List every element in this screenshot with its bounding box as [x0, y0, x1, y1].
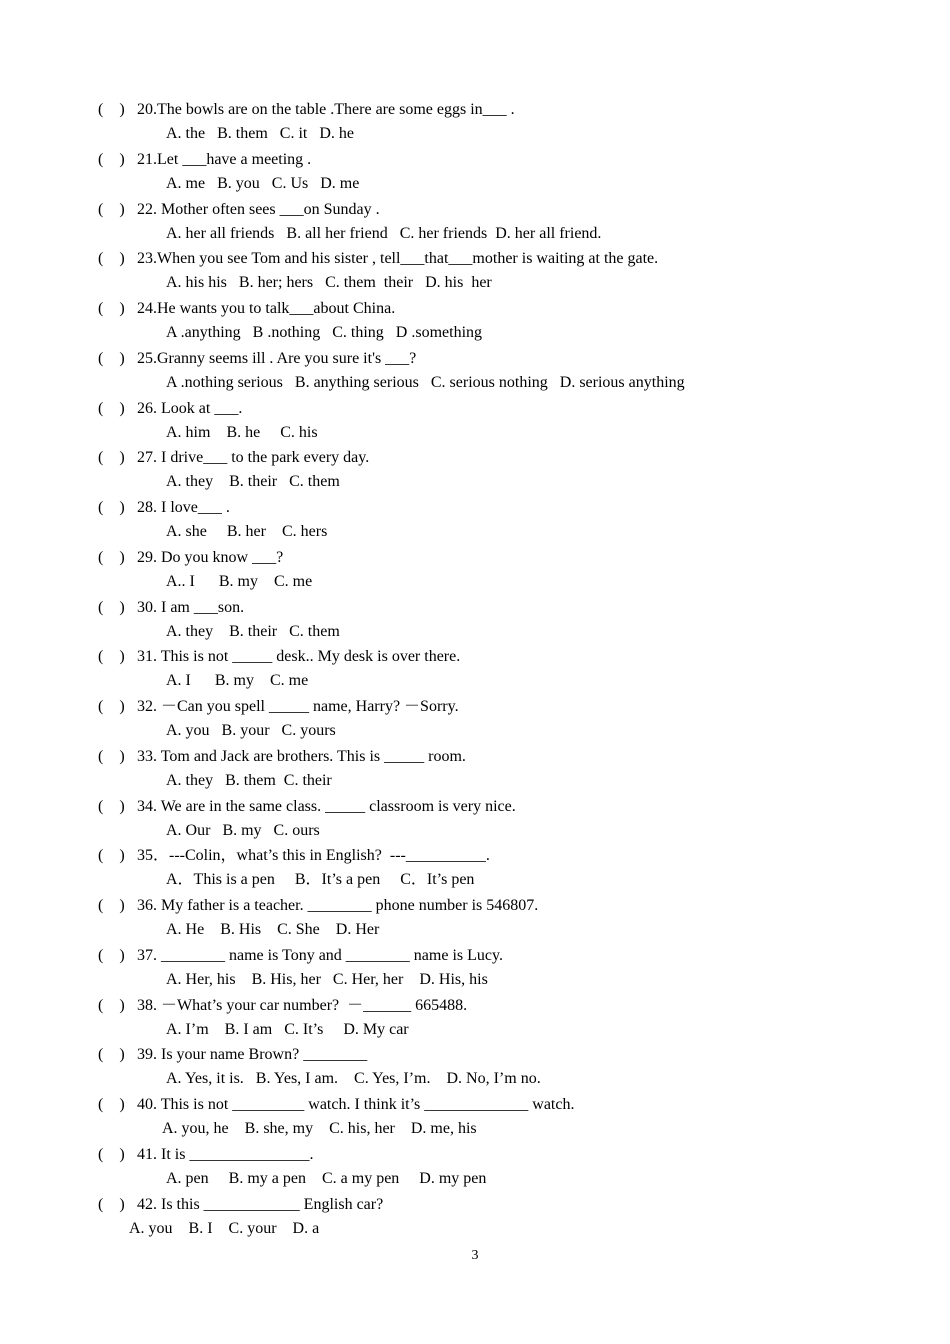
question-options: A. they B. their C. them	[166, 622, 340, 640]
question-options: A. you, he B. she, my C. his, her D. me, his	[162, 1120, 477, 1137]
question-stem: 28. I love___ .	[137, 499, 230, 516]
question-stem: 23.When you see Tom and his sister , tell___that___mother is waiting at the gate.	[137, 250, 659, 268]
question-39	[98, 1042, 858, 1092]
question-38	[98, 993, 858, 1043]
question-stem: 33. Tom and Jack are brothers. This is _____ room.	[137, 747, 466, 765]
question-stem: 42. Is this ____________ English car?	[137, 1195, 384, 1213]
question-options: A. you B. your C. yours	[166, 722, 336, 739]
answer-blank: ( )	[98, 250, 125, 268]
question-20	[98, 97, 858, 147]
question-options: A. she B. her C. hers	[166, 523, 328, 540]
question-36	[98, 893, 858, 943]
question-options: A. Yes, it is. B. Yes, I am. C. Yes, I’m. D. No, I’m no.	[166, 1070, 541, 1088]
answer-blank: ( )	[98, 101, 125, 118]
question-stem: 21.Let ___have a meeting .	[137, 150, 312, 168]
answer-blank: ( )	[98, 797, 125, 815]
question-options: A. Our B. my C. ours	[166, 821, 320, 839]
answer-blank: ( )	[98, 648, 125, 666]
answer-blank: ( )	[98, 1096, 125, 1113]
answer-blank: ( )	[98, 996, 125, 1014]
question-options: A. him B. he C. his	[166, 423, 318, 441]
question-stem: 31. This is not _____ desk.. My desk is over there.	[137, 648, 461, 666]
question-stem: 29. Do you know ___?	[137, 548, 284, 566]
question-30	[98, 595, 858, 645]
question-23	[98, 246, 858, 296]
question-options: A. they B. their C. them	[166, 473, 340, 491]
question-options: A .nothing serious B. anything serious C. serious nothing D. serious anything	[166, 373, 685, 391]
question-options: A. He B. His C. She D. Her	[166, 921, 380, 938]
question-options: A．This is a pen B．It’s a pen C．It’s pen	[166, 871, 475, 889]
question-21	[98, 147, 858, 197]
question-stem: 35．---Colin，what’s this in English? ---__________.	[137, 847, 490, 865]
answer-blank: ( )	[98, 1145, 125, 1163]
question-35	[98, 843, 858, 893]
question-options: A. I’m B. I am C. It’s D. My car	[166, 1020, 409, 1038]
question-options: A.. I B. my C. me	[166, 572, 313, 590]
answer-blank: ( )	[98, 399, 125, 417]
question-41	[98, 1142, 858, 1192]
question-42	[98, 1192, 858, 1242]
question-stem: 34. We are in the same class. _____ classroom is very nice.	[137, 797, 516, 815]
question-27	[98, 445, 858, 495]
question-29	[98, 545, 858, 595]
question-stem: 27. I drive___ to the park every day.	[137, 449, 370, 467]
question-options: A. pen B. my a pen C. a my pen D. my pen	[166, 1169, 487, 1187]
question-stem: 38. －What’s your car number? －______ 665488.	[137, 996, 468, 1014]
answer-blank: ( )	[98, 946, 125, 964]
question-options: A. they B. them C. their	[166, 771, 332, 789]
question-options: A .anything B .nothing C. thing D .something	[166, 324, 483, 341]
question-stem: 36. My father is a teacher. ________ phone number is 546807.	[137, 897, 539, 914]
question-stem: 32. －Can you spell _____ name, Harry? －Sorry.	[137, 698, 459, 715]
answer-blank: ( )	[98, 698, 125, 715]
question-22	[98, 197, 858, 247]
question-28	[98, 495, 858, 545]
answer-blank: ( )	[98, 548, 125, 566]
question-options: A. the B. them C. it D. he	[166, 125, 354, 142]
question-stem: 22. Mother often sees ___on Sunday .	[137, 200, 380, 218]
question-options: A. Her, his B. His, her C. Her, her D. His, his	[166, 970, 488, 988]
question-options: A. her all friends B. all her friend C. her friends D. her all friend.	[166, 224, 602, 242]
question-stem: 24.He wants you to talk___about China.	[137, 300, 396, 317]
question-31	[98, 644, 858, 694]
question-stem: 39. Is your name Brown? ________	[137, 1046, 368, 1064]
answer-blank: ( )	[98, 747, 125, 765]
answer-blank: ( )	[98, 349, 125, 367]
question-options: A. his his B. her; hers C. them their D. his her	[166, 274, 492, 292]
question-stem: 37. ________ name is Tony and ________ name is Lucy.	[137, 946, 503, 964]
question-options: A. I B. my C. me	[166, 672, 309, 690]
question-list	[98, 97, 858, 1241]
answer-blank: ( )	[98, 598, 125, 616]
answer-blank: ( )	[98, 1195, 125, 1213]
page-number: 3	[471, 1248, 479, 1263]
question-37	[98, 943, 858, 993]
answer-blank: ( )	[98, 897, 125, 914]
question-26	[98, 396, 858, 446]
question-options: A. you B. I C. your D. a	[129, 1219, 320, 1237]
answer-blank: ( )	[98, 449, 125, 467]
question-25	[98, 346, 858, 396]
answer-blank: ( )	[98, 300, 125, 317]
answer-blank: ( )	[98, 499, 125, 516]
answer-blank: ( )	[98, 200, 125, 218]
answer-blank: ( )	[98, 150, 125, 168]
question-24	[98, 296, 858, 346]
question-33	[98, 744, 858, 794]
question-stem: 30. I am ___son.	[137, 598, 245, 616]
question-stem: 41. It is _______________.	[137, 1145, 314, 1163]
answer-blank: ( )	[98, 1046, 125, 1064]
question-options: A. me B. you C. Us D. me	[166, 174, 360, 192]
question-stem: 25.Granny seems ill . Are you sure it's ___?	[137, 349, 417, 367]
question-stem: 26. Look at ___.	[137, 399, 243, 417]
question-32	[98, 694, 858, 744]
question-34	[98, 794, 858, 844]
question-40	[98, 1092, 858, 1142]
question-stem: 40. This is not _________ watch. I think it’s _____________ watch.	[137, 1096, 575, 1113]
question-stem: 20.The bowls are on the table .There are some eggs in___ .	[137, 101, 515, 118]
answer-blank: ( )	[98, 847, 125, 865]
